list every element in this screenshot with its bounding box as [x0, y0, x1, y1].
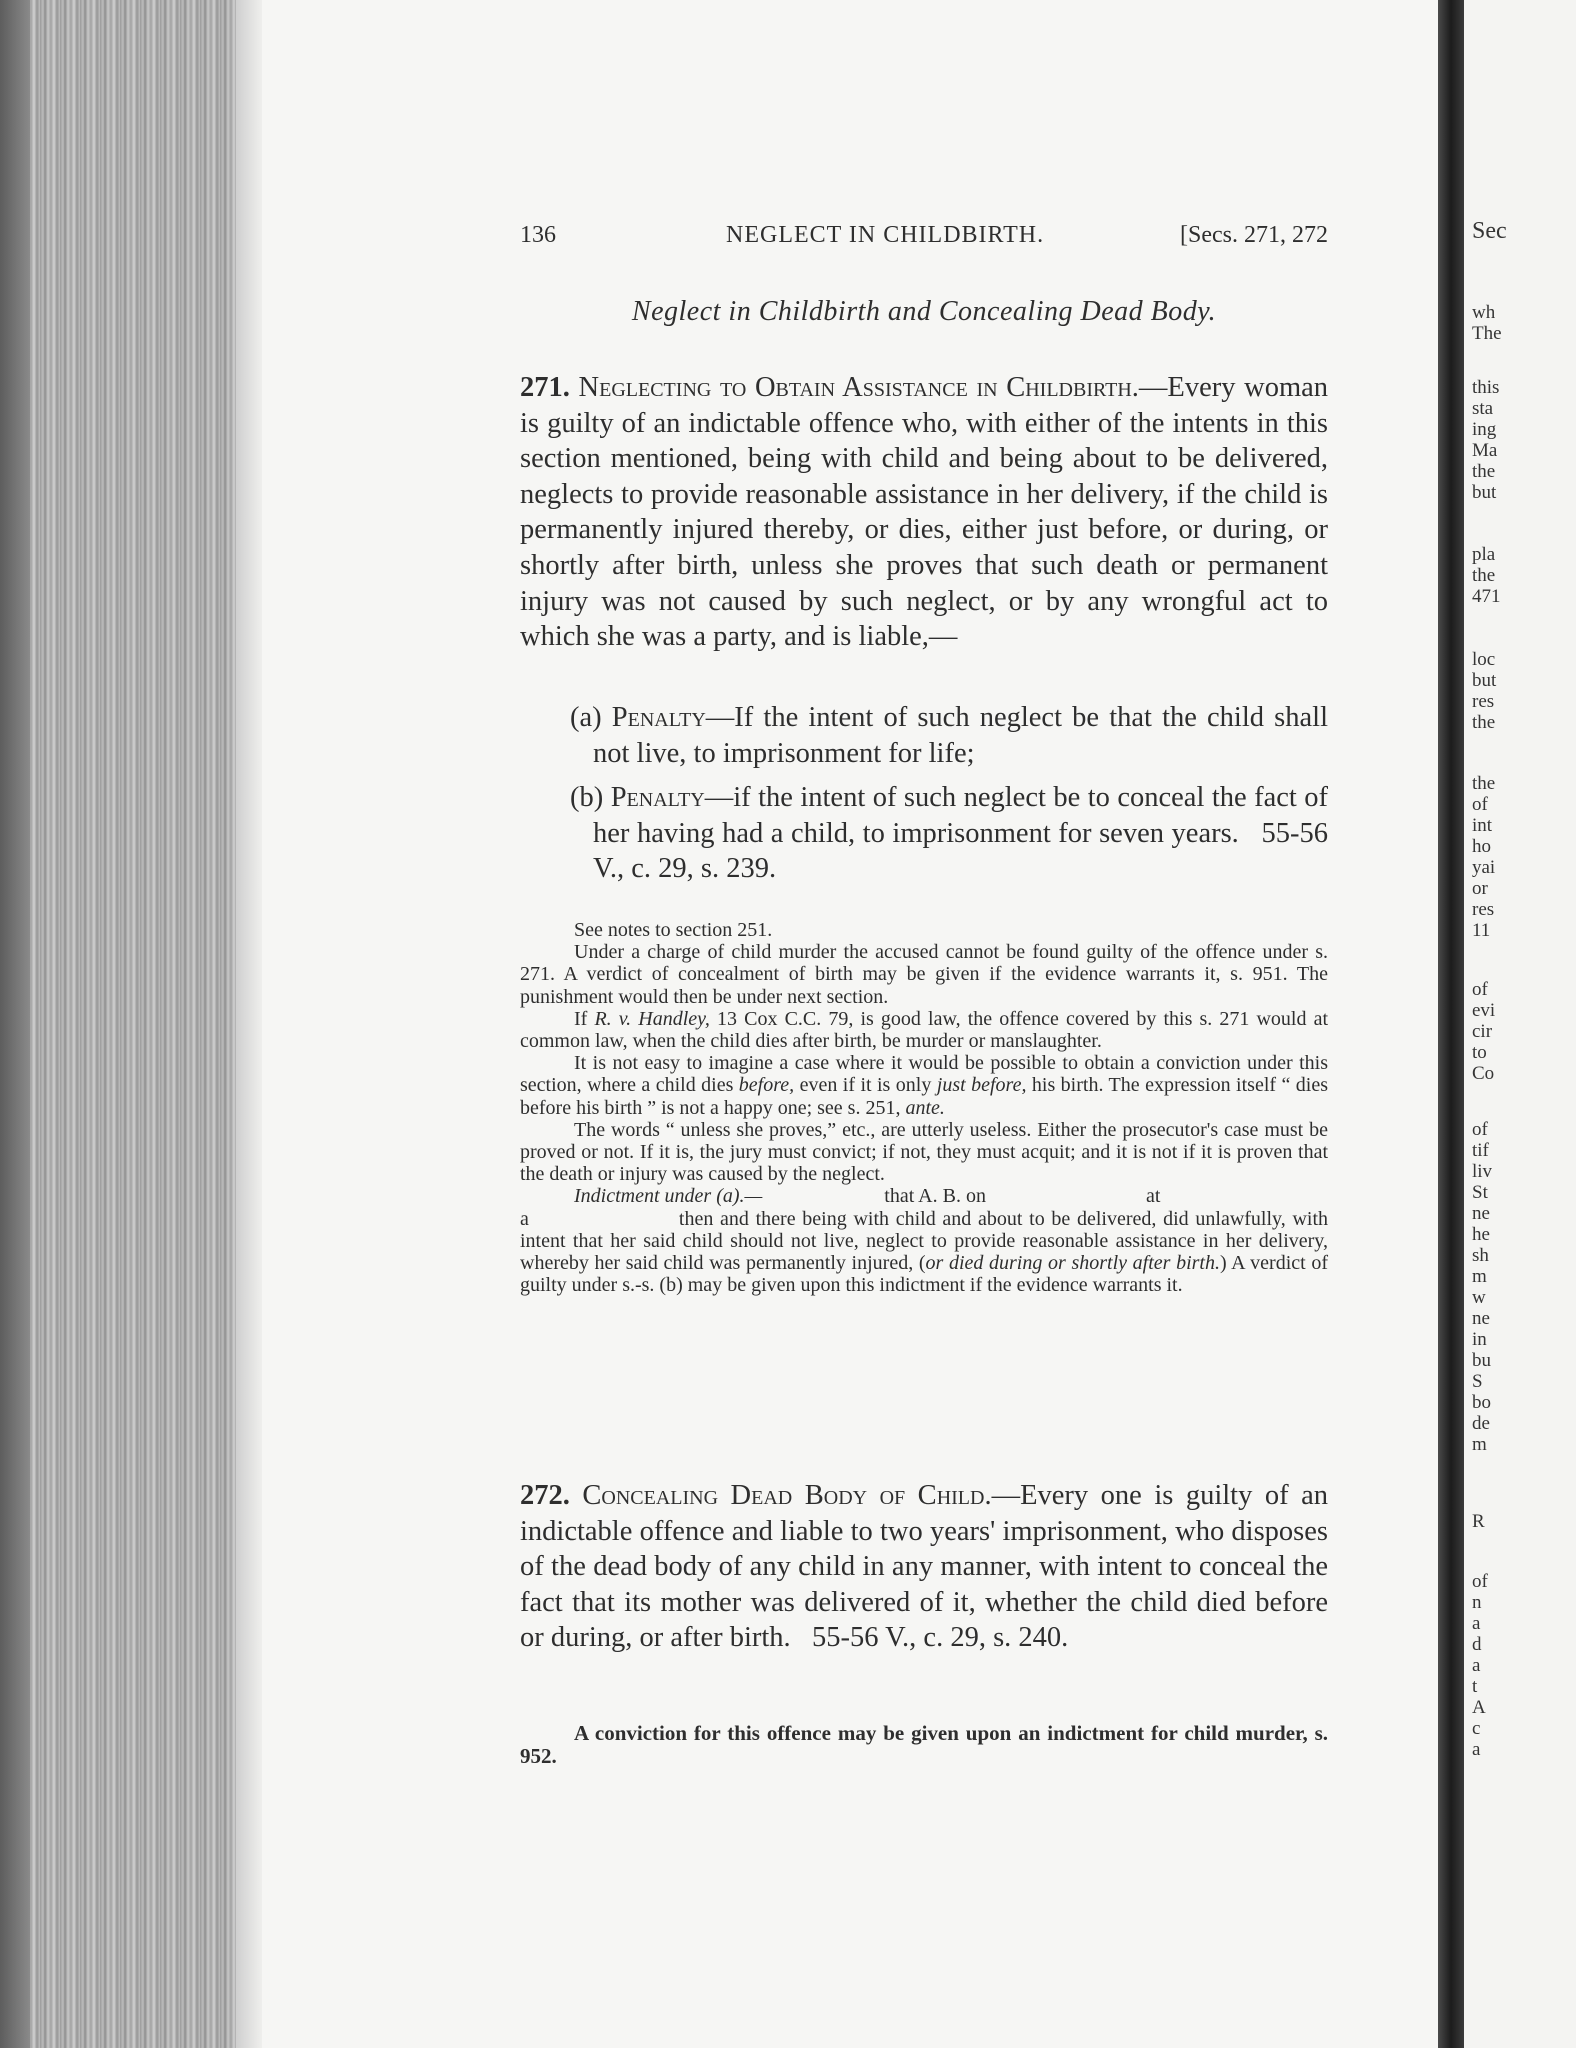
facing-page-word: m — [1472, 1434, 1487, 1455]
section-body: —Every woman is guilty of an indictable offence who, with either of the intents in this section mentioned, being with child and being about to be delivered, neglects to provide reasonable assistance in her delivery, if the child is permanently injured thereby, or dies, either just before, or during, or shortly after birth, unless she proves that such death or permanent injury was not caused by such neglect, or by any wrongful act to which she was a party, and is liable,— — [520, 372, 1329, 653]
facing-page-word: bu — [1472, 1350, 1491, 1371]
citation: 55-56 V., c. 29, s. 239. — [593, 817, 1328, 885]
book-gutter — [1438, 0, 1464, 2048]
facing-page-word: evi — [1472, 1000, 1496, 1021]
facing-page-fragment — [1464, 0, 1576, 2048]
indictment-form: Indictment under (a).— that A. B. on at — [574, 1185, 1161, 1208]
facing-page-word: of — [1472, 794, 1488, 815]
facing-page-word: ne — [1472, 1203, 1490, 1224]
section-body: —Every one is guilty of an indictable offence and liable to two years' imprisonment, who disposes of the dead body of any child in any manner, with intent to conceal the fact that its mother was delivered of it, whether the child died before or during, or after birth. — [520, 1480, 1329, 1654]
facing-page-word: tif — [1472, 1140, 1489, 1161]
clause-text: —If the intent of such neglect be that the child shall not live, to imprisonment for life; — [593, 702, 1328, 769]
facing-page-word: ing — [1472, 419, 1497, 440]
facing-page-word: d — [1472, 1634, 1482, 1655]
section-title: Concealing Dead Body of Child. — [582, 1480, 992, 1511]
facing-page-word: wh — [1472, 302, 1496, 323]
facing-page-word: pla — [1472, 544, 1496, 565]
case-name: R. v. Handley, — [594, 1007, 710, 1030]
note-paragraph: See notes to section 251. — [574, 919, 773, 941]
facing-page-word: of — [1472, 1571, 1488, 1592]
facing-page-word: sh — [1472, 1245, 1489, 1266]
facing-page-word: S — [1472, 1371, 1483, 1392]
facing-page-word: but — [1472, 482, 1497, 503]
facing-page-word: The — [1472, 323, 1502, 344]
facing-page-word: in — [1472, 1329, 1487, 1350]
facing-page-word: he — [1472, 1224, 1490, 1245]
indictment-form-body: a then and there being with child and about to be delivered, did unlawfully, with intent that her said child should not live, neglect to provide reasonable assistance in her delivery, whereby her said child was permanently injured, (or died during or shortly after birth.) A verdict of guilty under s.-s. (b) may be given upon this indictment if the evidence warrants it. — [520, 1207, 1328, 1297]
facing-page-word: the — [1472, 565, 1496, 586]
facing-page-word: Co — [1472, 1063, 1495, 1084]
facing-page-word: 11 — [1472, 920, 1491, 941]
note-paragraph: If R. v. Handley, 13 Cox C.C. 79, is good law, the offence covered by this s. 271 would at common law, when the child dies after birth, be murder or manslaughter. — [520, 1007, 1328, 1053]
running-header — [520, 222, 1328, 254]
facing-page-word: to — [1472, 1042, 1487, 1063]
facing-page-word: of — [1472, 1119, 1488, 1140]
facing-page-word: this — [1472, 377, 1500, 398]
facing-page-word: R — [1472, 1511, 1485, 1532]
section-272 — [520, 1478, 1328, 1656]
note-272 — [520, 1722, 1328, 1768]
clause-title: Penalty — [611, 702, 706, 733]
facing-page-word: cir — [1472, 1021, 1493, 1042]
facing-page-word: ne — [1472, 1308, 1490, 1329]
page-number: 136 — [520, 222, 556, 248]
running-title: NEGLECT IN CHILDBIRTH. — [726, 222, 1045, 248]
facing-page-word: int — [1472, 815, 1493, 836]
facing-page-word: the — [1472, 461, 1496, 482]
facing-page-word: sta — [1472, 398, 1494, 419]
facing-page-word: ho — [1472, 836, 1491, 857]
clause-a — [570, 700, 1328, 771]
chapter-heading: Neglect in Childbirth and Concealing Dead Body. — [631, 296, 1217, 327]
facing-page-word: c — [1472, 1718, 1481, 1739]
facing-page-word: a — [1472, 1655, 1481, 1676]
facing-page-word: or — [1472, 878, 1488, 899]
citation: 55-56 V., c. 29, s. 240. — [812, 1622, 1069, 1654]
facing-page-word: res — [1472, 899, 1495, 920]
facing-page-word: bo — [1472, 1392, 1491, 1413]
section-range: [Secs. 271, 272 — [1180, 222, 1328, 248]
facing-page-word: w — [1472, 1287, 1486, 1308]
note-paragraph: It is not easy to imagine a case where it would be possible to obtain a conviction under this section, where a child dies before, even if it is only just before, his birth. The expression itself “ dies before his birth ” is not a happy one; see s. 251, ante. — [520, 1052, 1329, 1119]
facing-page-word: of — [1472, 979, 1488, 1000]
facing-page-word: Ma — [1472, 440, 1498, 461]
facing-page-word: loc — [1472, 649, 1496, 670]
section-number: 271. — [520, 372, 570, 403]
indictment-label: Indictment under (a).— — [574, 1185, 763, 1208]
clause-b — [570, 780, 1328, 887]
facing-page-word: 471 — [1472, 586, 1501, 607]
facing-page-word: a — [1472, 1613, 1481, 1634]
facing-page-word: n — [1472, 1592, 1482, 1613]
facing-page-word: Sec — [1472, 218, 1507, 244]
facing-page-word: liv — [1472, 1161, 1493, 1182]
clause-label: (b) — [570, 782, 604, 813]
facing-page-word: de — [1472, 1413, 1490, 1434]
note-paragraph: Under a charge of child murder the accused cannot be found guilty of the offence under s. 271. A verdict of concealment of birth may be given if the evidence warrants it, s. 951. The punishment would then be under next section. — [520, 941, 1328, 1008]
book-page-edges — [0, 0, 262, 2048]
note-paragraph: The words “ unless she proves,” etc., are utterly useless. Either the prosecutor's case must be proved or not. If it is, the jury must convict; if not, they must acquit; and it is not if it is proven that the death or injury was caused by the neglect. — [520, 1118, 1328, 1186]
facing-page-word: res — [1472, 691, 1495, 712]
facing-page-word: but — [1472, 670, 1497, 691]
facing-page-word: the — [1472, 712, 1496, 733]
clause-label: (a) — [570, 702, 602, 733]
section-271 — [520, 370, 1328, 655]
clause-title: Penalty — [610, 782, 705, 813]
facing-page-word: the — [1472, 773, 1496, 794]
facing-page-word: yai — [1472, 857, 1496, 878]
section-number: 272. — [520, 1480, 570, 1511]
facing-page-word: a — [1472, 1739, 1481, 1760]
facing-page-word: A — [1472, 1697, 1486, 1718]
facing-page-word: St — [1472, 1182, 1488, 1203]
facing-page-word: m — [1472, 1266, 1487, 1287]
section-title: Neglecting to Obtain Assistance in Childbirth. — [578, 372, 1139, 403]
facing-page-word: t — [1472, 1676, 1478, 1697]
notes-271 — [520, 919, 1328, 1296]
note-paragraph: A conviction for this offence may be given upon an indictment for child murder, s. 952. — [520, 1721, 1328, 1768]
clause-text: —if the intent of such neglect be to conceal the fact of her having had a child, to imprisonment for seven years. — [593, 782, 1329, 849]
